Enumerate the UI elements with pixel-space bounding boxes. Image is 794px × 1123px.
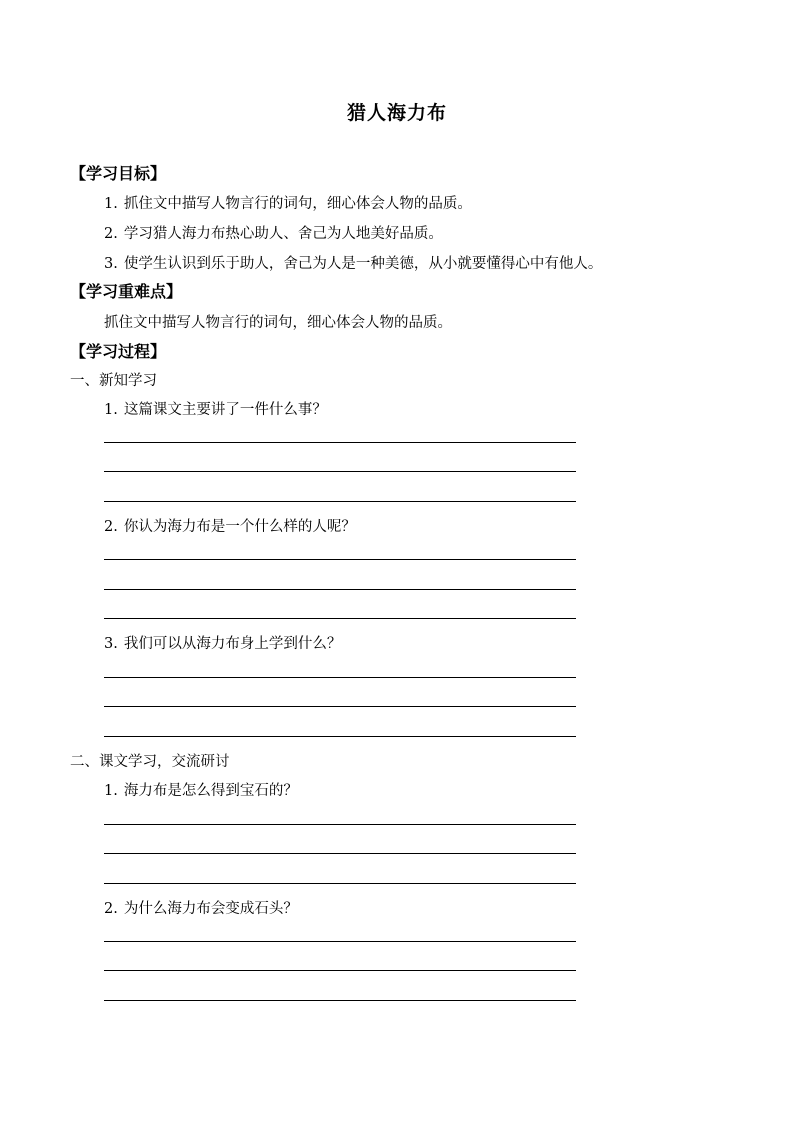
question-number: 1. xyxy=(104,783,118,799)
question-text: 为什么海力布会变成石头？ xyxy=(123,901,298,917)
answer-line[interactable] xyxy=(104,853,576,854)
goal-number: 3. xyxy=(104,256,118,272)
question-1-3 xyxy=(104,632,341,653)
answer-line[interactable] xyxy=(104,970,576,971)
answer-line[interactable] xyxy=(104,589,576,590)
goal-number: 1. xyxy=(104,196,118,212)
section-1-title: 一、新知学习 xyxy=(70,373,157,389)
answer-line[interactable] xyxy=(104,677,576,678)
question-2-2 xyxy=(104,897,298,918)
question-number: 1. xyxy=(104,402,118,418)
process-heading: 【学习过程】 xyxy=(70,342,167,361)
goal-item-2 xyxy=(104,222,443,243)
question-text: 这篇课文主要讲了一件什么事？ xyxy=(123,402,327,418)
answer-line[interactable] xyxy=(104,618,576,619)
answer-line[interactable] xyxy=(104,941,576,942)
goal-text: 抓住文中描写人物言行的词句，细心体会人物的品质。 xyxy=(123,196,472,212)
goals-heading: 【学习目标】 xyxy=(70,164,167,183)
question-1-1 xyxy=(104,398,327,419)
keypoints-heading: 【学习重难点】 xyxy=(70,282,183,301)
goal-item-3 xyxy=(104,252,602,273)
question-number: 3. xyxy=(104,636,118,652)
goal-text: 使学生认识到乐于助人，舍己为人是一种美德，从小就要懂得心中有他人。 xyxy=(123,256,603,272)
answer-line[interactable] xyxy=(104,824,576,825)
answer-line[interactable] xyxy=(104,501,576,502)
section-2-title: 二、课文学习，交流研讨 xyxy=(70,754,230,770)
question-text: 我们可以从海力布身上学到什么？ xyxy=(123,636,342,652)
answer-line[interactable] xyxy=(104,1000,576,1001)
page-title: 猎人海力布 xyxy=(346,102,447,124)
answer-line[interactable] xyxy=(104,706,576,707)
question-2-1 xyxy=(104,779,298,800)
question-1-2 xyxy=(104,515,356,536)
answer-line[interactable] xyxy=(104,471,576,472)
answer-line[interactable] xyxy=(104,736,576,737)
question-text: 海力布是怎么得到宝石的？ xyxy=(123,783,298,799)
question-number: 2. xyxy=(104,519,118,535)
question-number: 2. xyxy=(104,901,118,917)
answer-line[interactable] xyxy=(104,883,576,884)
answer-line[interactable] xyxy=(104,442,576,443)
question-text: 你认为海力布是一个什么样的人呢？ xyxy=(123,519,356,535)
goal-item-1 xyxy=(104,192,472,213)
goal-number: 2. xyxy=(104,226,118,242)
answer-line[interactable] xyxy=(104,559,576,560)
keypoints-text: 抓住文中描写人物言行的词句，细心体会人物的品质。 xyxy=(104,315,452,331)
goal-text: 学习猎人海力布热心助人、舍己为人地美好品质。 xyxy=(123,226,443,242)
